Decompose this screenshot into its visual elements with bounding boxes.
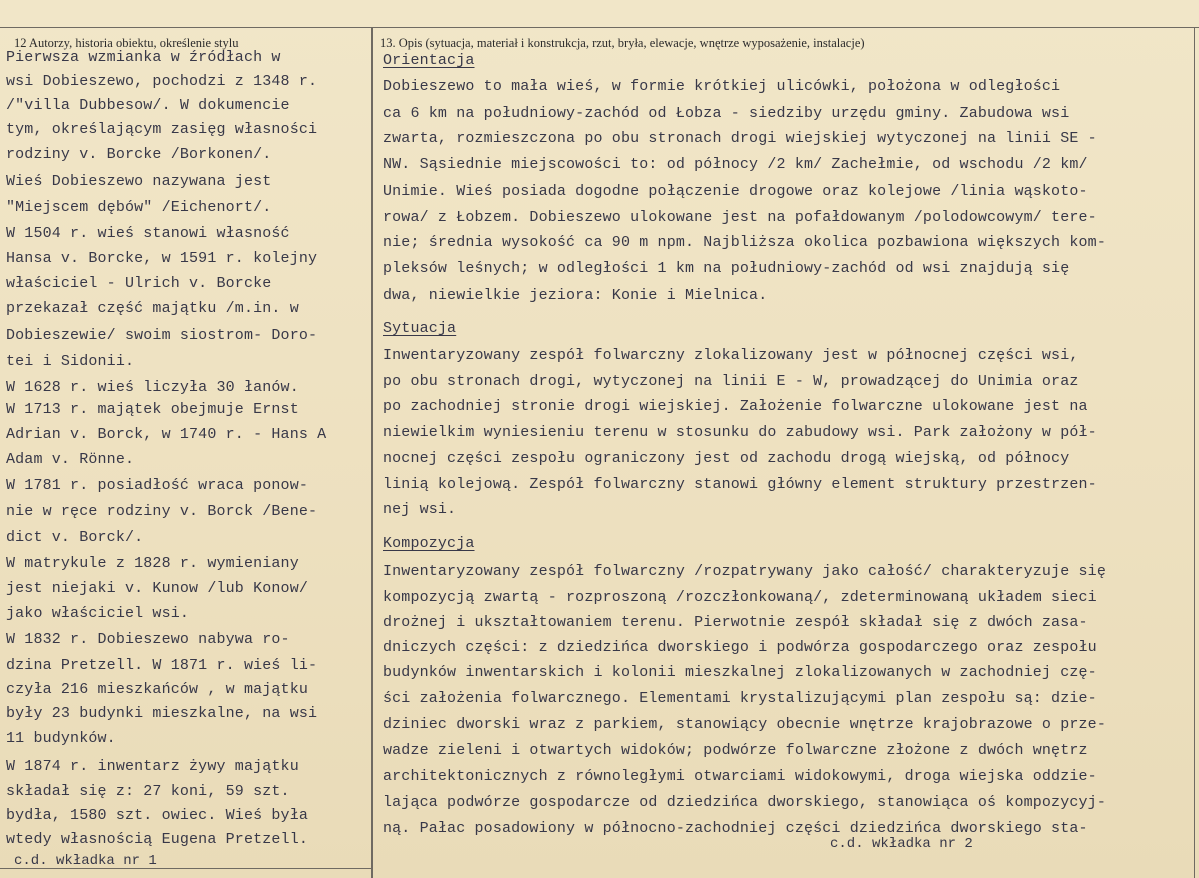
description-line: po zachodniej stronie drogi wiejskiej. Założenie folwarczne ulokowane jest na — [383, 398, 1088, 415]
description-line: pleksów leśnych; w odległości 1 km na południowy-zachód od wsi znajdują się — [383, 260, 1070, 277]
history-line: dict v. Borck/. — [6, 529, 144, 546]
history-line: przekazał część majątku /m.in. w — [6, 300, 299, 317]
history-line: Pierwsza wzmianka w źródłach w — [6, 49, 281, 66]
description-line: linią kolejową. Zespół folwarczny stanowi główny element struktury przestrzen- — [383, 476, 1097, 493]
description-line: zwarta, rozmieszczona po obu stronach drogi wiejskiej wytyczonej na linii SE - — [383, 130, 1097, 147]
description-line: nie; średnia wysokość ca 90 m npm. Najbliższa okolica pozbawiona większych kom- — [383, 234, 1106, 251]
history-line: Hansa v. Borcke, w 1591 r. kolejny — [6, 250, 318, 267]
description-line: nej wsi. — [383, 501, 457, 518]
top-rule — [0, 27, 1199, 28]
description-line: niewielkim wyniesieniu terenu w stosunku do zabudowy wsi. Park założony w pół- — [383, 424, 1097, 441]
history-line: jako właściciel wsi. — [6, 605, 190, 622]
history-line: jest niejaki v. Kunow /lub Konow/ — [6, 580, 308, 597]
description-line: NW. Sąsiednie miejscowości to: od północy /2 km/ Zachełmie, od wschodu /2 km/ — [383, 156, 1088, 173]
description-line: ną. Pałac posadowiony w północno-zachodniej części dziedzińca dworskiego sta- — [383, 820, 1088, 837]
description-line: Dobieszewo to mała wieś, w formie krótkiej ulicówki, położona w odległości — [383, 78, 1061, 95]
history-line: 11 budynków. — [6, 730, 116, 747]
history-line: nie w ręce rodziny v. Borck /Bene- — [6, 503, 318, 520]
history-line: "Miejscem dębów" /Eichenort/. — [6, 199, 272, 216]
description-line: ści założenia folwarcznego. Elementami krystalizującymi plan zespołu są: dzie- — [383, 690, 1097, 707]
left-section-header: 12 Autorzy, historia obiektu, określenie stylu — [14, 36, 239, 50]
description-line: po obu stronach drogi, wytyczonej na linii E - W, prowadzącej do Unimia oraz — [383, 373, 1079, 390]
description-text — [383, 52, 1191, 872]
heading-sytuacja: Sytuacja — [383, 320, 457, 337]
column-divider — [371, 27, 373, 878]
heading-kompozycja: Kompozycja — [383, 535, 475, 552]
history-line: bydła, 1580 szt. owiec. Wieś była — [6, 807, 308, 824]
history-line: W 1713 r. majątek obejmuje Ernst — [6, 401, 299, 418]
description-line: Unimie. Wieś posiada dogodne połączenie drogowe oraz kolejowe /linia wąskoto- — [383, 183, 1088, 200]
history-line: były 23 budynki mieszkalne, na wsi — [6, 705, 318, 722]
history-line: dzina Pretzell. W 1871 r. wieś li- — [6, 657, 318, 674]
description-line: lająca podwórze gospodarcze od dziedzińca dworskiego, stanowiąca oś kompozycyj- — [383, 794, 1106, 811]
description-line: dziniec dworski wraz z parkiem, stanowiący obecnie wnętrze krajobrazowe o prze- — [383, 716, 1106, 733]
description-line: dniczych części: z dziedzińca dworskiego i podwórza gospodarczego oraz zespołu — [383, 639, 1097, 656]
history-line: czyła 216 mieszkańców , w majątku — [6, 681, 308, 698]
history-line: wtedy własnością Eugena Pretzell. — [6, 831, 308, 848]
continuation-note-right: c.d. wkładka nr 2 — [830, 836, 973, 852]
description-line: Inwentaryzowany zespół folwarczny zlokalizowany jest w północnej części wsi, — [383, 347, 1079, 364]
description-line: dwa, niewielkie jeziora: Konie i Mielnica. — [383, 287, 768, 304]
description-line: ca 6 km na południowy-zachód od Łobza - siedziby urzędu gminy. Zabudowa wsi — [383, 105, 1070, 122]
description-line: budynków inwentarskich i kolonii mieszkalnej zlokalizowanych w zachodniej czę- — [383, 664, 1097, 681]
history-line: W 1628 r. wieś liczyła 30 łanów. — [6, 379, 299, 396]
history-line: składał się z: 27 koni, 59 szt. — [6, 783, 290, 800]
history-text — [6, 49, 368, 869]
description-line: rowa/ z Łobzem. Dobieszewo ulokowane jest na pofałdowanym /polodowcowym/ tere- — [383, 209, 1097, 226]
history-line: W 1781 r. posiadłość wraca ponow- — [6, 477, 308, 494]
description-line: drożnej i ukształtowaniem terenu. Pierwotnie zespół składał się z dwóch zasa- — [383, 614, 1088, 631]
continuation-note-left: c.d. wkładka nr 1 — [14, 853, 157, 869]
history-line: wsi Dobieszewo, pochodzi z 1348 r. — [6, 73, 318, 90]
heading-orientacja: Orientacja — [383, 52, 475, 69]
history-line: W 1874 r. inwentarz żywy majątku — [6, 758, 299, 775]
description-line: architektonicznych z równoległymi otwarciami widokowymi, droga wiejska oddzie- — [383, 768, 1097, 785]
right-border — [1194, 27, 1195, 878]
history-line: W 1832 r. Dobieszewo nabywa ro- — [6, 631, 290, 648]
history-line: właściciel - Ulrich v. Borcke — [6, 275, 272, 292]
history-line: rodziny v. Borcke /Borkonen/. — [6, 146, 272, 163]
history-line: Adrian v. Borck, w 1740 r. - Hans A — [6, 426, 327, 443]
history-line: Adam v. Rönne. — [6, 451, 135, 468]
description-line: Inwentaryzowany zespół folwarczny /rozpatrywany jako całość/ charakteryzuje się — [383, 563, 1106, 580]
history-line: /"villa Dubbesow/. W dokumencie — [6, 97, 290, 114]
history-line: W 1504 r. wieś stanowi własność — [6, 225, 290, 242]
history-line: tym, określającym zasięg własności — [6, 121, 318, 138]
right-section-header: 13. Opis (sytuacja, materiał i konstrukcja, rzut, bryła, elewacje, wnętrze wyposażenie, instalacje) — [380, 36, 865, 50]
description-line: wadze zieleni i otwartych widoków; podwórze folwarczne złożone z dwóch wnętrz — [383, 742, 1088, 759]
history-line: Wieś Dobieszewo nazywana jest — [6, 173, 272, 190]
description-line: nocnej części zespołu ograniczony jest od zachodu drogą wiejską, od północy — [383, 450, 1070, 467]
description-line: kompozycją zwartą - rozproszoną /rozczłonkowaną/, zdeterminowaną układem sieci — [383, 589, 1097, 606]
history-line: tei i Sidonii. — [6, 353, 135, 370]
history-line: Dobieszewie/ swoim siostrom- Doro- — [6, 327, 318, 344]
history-line: W matrykule z 1828 r. wymieniany — [6, 555, 299, 572]
